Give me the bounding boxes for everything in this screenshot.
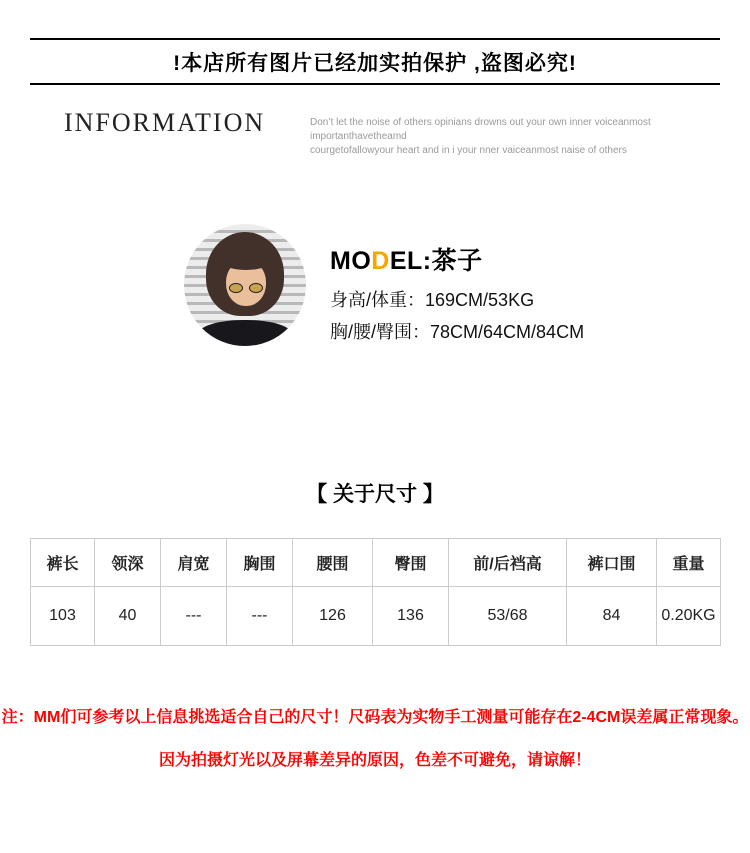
sunglasses-left-lens <box>229 283 243 293</box>
size-table-header-waist: 腰围 <box>293 539 373 587</box>
model-height-weight-value: 169CM/53KG <box>425 290 535 310</box>
bangs-shape <box>218 248 274 270</box>
size-table-cell-leg-opening: 84 <box>567 587 657 646</box>
model-measurements-value: 78CM/64CM/84CM <box>430 322 585 342</box>
note-line-1: 注：MM们可参考以上信息挑选适合自己的尺寸！尺码表为实物手工测量可能存在2-4CM误差属正常现象。 <box>1 709 749 726</box>
torso-shape <box>198 320 292 346</box>
size-table-value-row <box>31 587 721 646</box>
size-table-header-row <box>31 539 721 587</box>
size-table-header-bust: 胸围 <box>227 539 293 587</box>
size-table <box>30 538 721 646</box>
size-table-cell-weight: 0.20KG <box>657 587 721 646</box>
information-subtitle <box>310 116 720 158</box>
information-title: INFORMATION <box>64 108 266 137</box>
size-table-header-pants-length: 裤长 <box>31 539 95 587</box>
size-table-header-rise: 前/后裆高 <box>449 539 567 587</box>
model-height-weight <box>330 286 534 312</box>
information-subtitle-line-2: courgetofallowyour heart and in i your nner vaiceanmost naise of others <box>310 145 627 156</box>
size-table-cell-collar-depth: 40 <box>95 587 161 646</box>
model-name-suffix: EL:茶子 <box>389 247 483 275</box>
model-name <box>330 241 483 277</box>
information-subtitle-line-1: Don’t let the noise of others opinians drowns out your own inner voiceanmost importanthavetheamd <box>310 117 651 142</box>
protection-notice-bar <box>30 38 720 85</box>
size-table-cell-waist: 126 <box>293 587 373 646</box>
size-table-cell-hip: 136 <box>373 587 449 646</box>
model-name-highlight: D <box>371 247 390 275</box>
model-measurements-label: 胸/腰/臀围： <box>330 322 431 342</box>
model-name-prefix: MO <box>330 247 372 275</box>
size-table-header-shoulder-width: 肩宽 <box>161 539 227 587</box>
model-height-weight-label: 身高/体重： <box>330 290 426 310</box>
size-table-header-collar-depth: 领深 <box>95 539 161 587</box>
sunglasses-icon <box>229 283 263 293</box>
size-table-cell-shoulder-width: --- <box>161 587 227 646</box>
model-measurements <box>330 318 584 344</box>
size-table-cell-rise: 53/68 <box>449 587 567 646</box>
sunglasses-right-lens <box>249 283 263 293</box>
model-photo <box>184 224 306 346</box>
size-table-cell-pants-length: 103 <box>31 587 95 646</box>
note-line-2: 因为拍摄灯光以及屏幕差异的原因，色差不可避免，请谅解！ <box>158 752 591 769</box>
size-table-header-weight: 重量 <box>657 539 721 587</box>
size-table-cell-bust: --- <box>227 587 293 646</box>
size-table-header-hip: 臀围 <box>373 539 449 587</box>
size-table-header-leg-opening: 裤口围 <box>567 539 657 587</box>
protection-notice-text: !本店所有图片已经加实拍保护 ,盗图必究! <box>173 51 577 75</box>
size-section-title: 【 关于尺寸 】 <box>306 483 444 506</box>
